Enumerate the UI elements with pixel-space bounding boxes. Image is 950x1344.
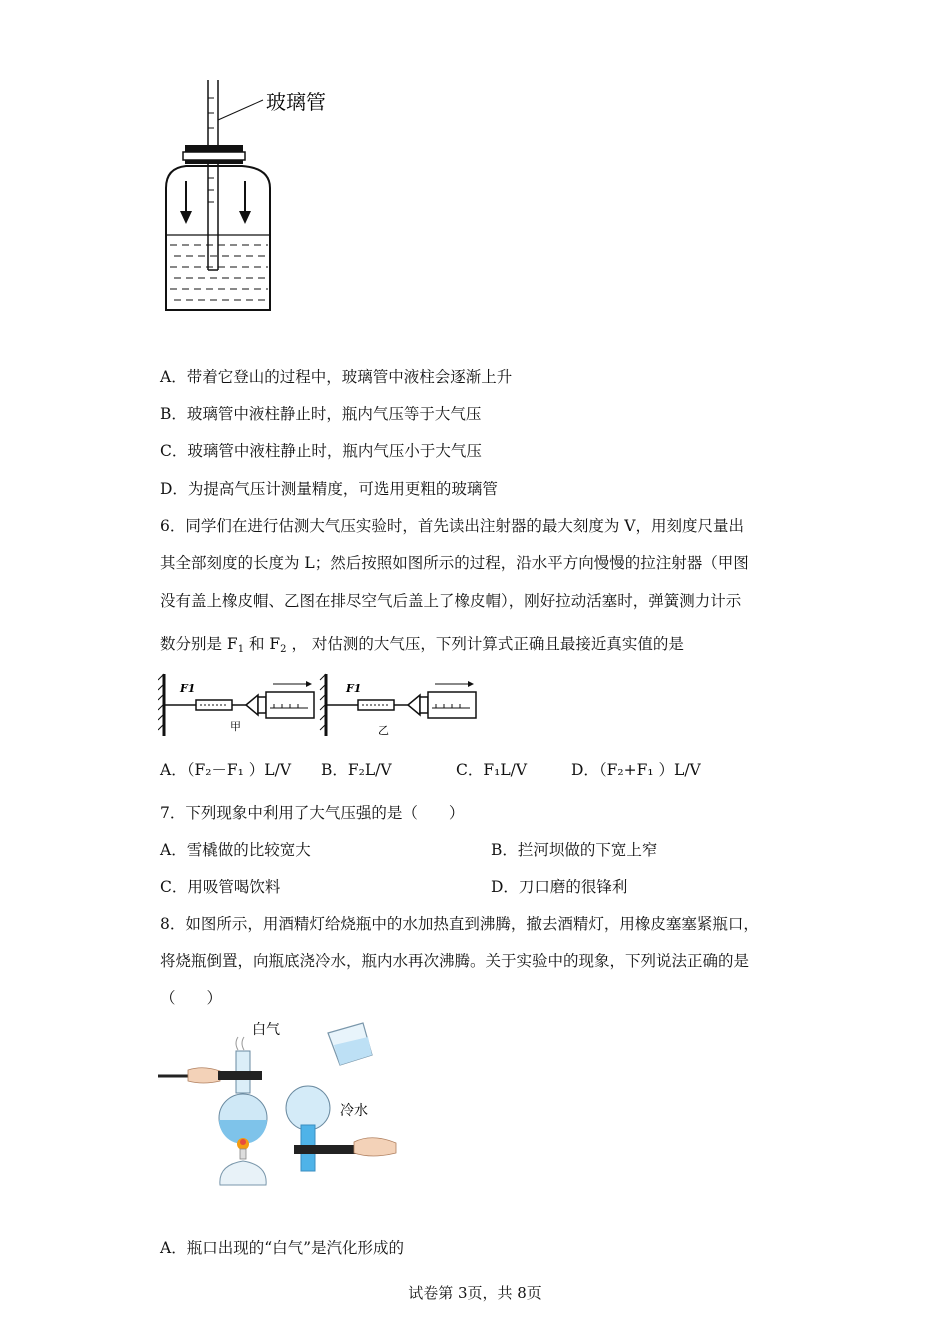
q7-option-a: A．雪橇做的比较宽大 [160,841,311,859]
q6-stem-line-4: 数分别是 $F_1$ 和 $F_2$ ， 对估测的大气压，下列计算式正确且最接近真实值的是 [160,635,684,655]
syringe-figure [158,670,478,740]
page-footer: 试卷第 3页，共 8页 [408,1284,542,1302]
q6-option-a: A．（F₂－F₁ ）L/V [160,761,292,779]
q6-stem-line-3: 没有盖上橡皮帽、乙图在排尽空气后盖上了橡皮帽），刚好拉动活塞时，弹簧测力计示 [160,592,742,610]
fig6-label-f1-b: F1 [346,682,362,695]
syringe-yi [320,674,476,737]
fig8-label-cold: 冷水 [340,1103,368,1119]
fig6-label-jia: 甲 [230,720,241,733]
q7-option-c: C．用吸管喝饮料 [160,878,281,896]
q5-option-c: C．玻璃管中液柱静止时，瓶内气压小于大气压 [160,442,482,460]
q6-stem-line-2: 其全部刻度的长度为 L；然后按照如图所示的过程，沿水平方向慢慢的拉注射器（甲图 [160,554,749,572]
syringe-jia [158,674,314,736]
q7-stem: 7．下列现象中利用了大气压强的是（ ） [160,804,465,822]
q7-option-b: B．拦河坝做的下宽上窄 [491,841,658,859]
q8-option-a: A．瓶口出现的“白气”是汽化形成的 [160,1239,405,1257]
q8-stem-line-3: （ ） [160,989,223,1007]
q8-stem-line-1: 8．如图所示，用酒精灯给烧瓶中的水加热直到沸腾，撤去酒精灯，用橡皮塞塞紧瓶口， [160,915,759,933]
tube-label: 玻璃管 [266,90,326,114]
q5-option-a: A．带着它登山的过程中，玻璃管中液柱会逐渐上升 [160,368,513,386]
q5-option-d: D．为提高气压计测量精度，可选用更粗的玻璃管 [160,480,498,498]
q6-stem-line-1: 6．同学们在进行估测大气压实验时，首先读出注射器的最大刻度为 V，用刻度尺量出 [160,517,744,535]
q6-option-d: D．（F₂+F₁ ）L/V [571,761,701,779]
q6-option-b: B．F₂L/V [321,761,392,779]
q5-option-b: B．玻璃管中液柱静止时，瓶内气压等于大气压 [160,405,482,423]
q6-option-c: C．F₁L/V [456,761,528,779]
flask-figure [158,1015,408,1195]
fig8-label-steam: 白气 [252,1022,280,1038]
fig6-label-f1-a: F1 [180,682,196,695]
q7-option-d: D．刀口磨的很锋利 [491,878,628,896]
fig6-label-yi: 乙 [378,724,389,737]
q8-stem-line-2: 将烧瓶倒置，向瓶底浇冷水，瓶内水再次沸腾。关于实验中的现象，下列说法正确的是 [160,952,750,970]
barometer-figure [158,78,348,318]
